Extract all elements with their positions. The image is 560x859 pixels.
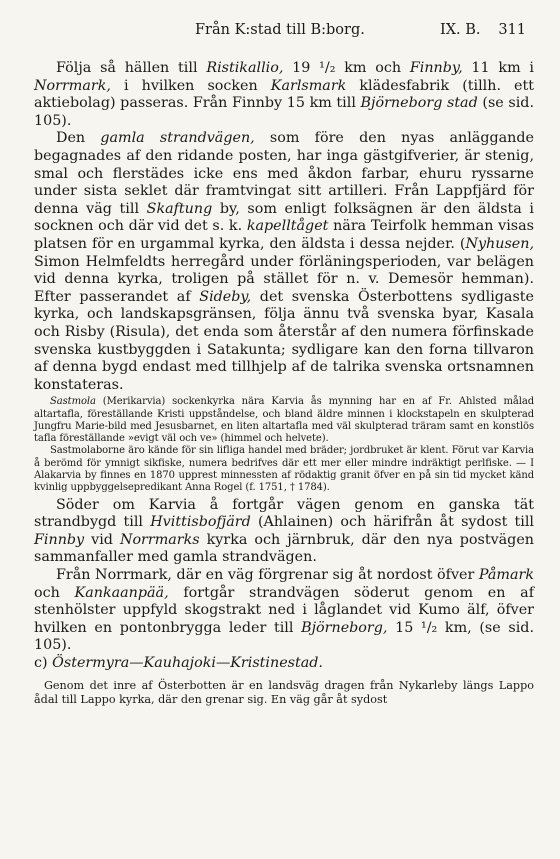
section-c-opening: Genom det inre af Österbotten är en landsväg dragen från Nykarleby längs Lappo ådal till Lappo kyrka, där den grenar sig. En väg går åt sydost [34,678,534,706]
paragraph-1: Följa så hällen till Ristikallio, 19 ¹/₂ km och Finnby, 11 km i Norrmark, i hvilken socken Karlsmark klädesfabrik (tillh. ett aktiebolag) passeras. Från Finnby 15 km till Björneborg stad (se sid. 105). [34,60,535,129]
note-paragraph-1: Sastmola (Merikarvia) sockenkyrka nära Karvia ås mynning har en af Fr. Ahlsted målad altartafla, föreställande Kristi uppståndelse, och bland äldre minnen i klockstapeln en skulpterad Jungfru Marie-bild med Jesusbarnet, en liten altartafla med väl skulpterad träram samt en konstlös tafla föreställande »evigt väl och ve» (himmel och helvete). [34,396,534,445]
page-number: 311 [498,22,526,38]
note-paragraph-2: Sastmolaborne äro kände för sin lifliga handel med bräder; jordbruket är klent. Förut var Karvia å berömd för ymnigt sikfiske, numera bedrifves där ett mer eller mindre indräktigt perlfiske. — I Alakarvia by finnes en 1870 upprest minnessten af rödaktig granit öfver en på sin tid mycket känd kvinlig uppbyggelsepredikant Anna Rogel (f. 1751, † 1784). [34,445,534,494]
section-heading-c: c) Östermyra—Kauhajoki—Kristinestad. [34,655,323,671]
paragraph-3: Söder om Karvia å fortgår vägen genom en ganska tät strandbygd till Hvittisbofjärd (Ahlainen) och härifrån åt sydost till Finnby vid Norrmarks kyrka och järnbruk, där den nya postvägen sammanfaller med gamla strandvägen. [34,496,535,566]
small-print-note [34,396,534,494]
running-header [40,22,526,42]
page-body [34,60,534,707]
section-number: IX. B. [440,22,481,38]
section-c-text [34,679,534,707]
paragraph-4: Från Norrmark, där en väg förgrenar sig åt nordost öfver Påmark och Kankaanpää, fortgår strandvägen söderut genom en af stenhölster uppfyld skogstrakt ned i låglandet vid Kumo älf, öfver hvilken en pontonbrygga leder till Björneborg, 15 ¹/₂ km, (se sid. 105). [34,567,534,654]
paragraph-2: Den gamla strandvägen, som före den nyas anläggande begagnades af den ridande posten, har inga gästgifverier, är stenig, smal och flerstädes icke ens med åkdon farbar, ehuru ryssarne under sista seklet där framtvingat sitt artilleri. Från Lappfjärd för denna väg till Skaftung by, som enligt folksägnen är den äldsta i socknen och där vid det s. k. kapelltåget nära Teirfolk hemman visas platsen för en urgammal kyrka, den äldsta i dessa nejder. (Nyhusen, Simon Helmfeldts herregård under förläningsperioden, var belägen vid denna kyrka, troligen på stället för n. v. Demesör hemman). Efter passerandet af Sideby, det svenska Österbottens sydligaste kyrka, och landskapsgränsen, följa ännu två svenska byar, Kasala och Risby (Risula), det enda som återstår af den numera förfinskade svenska kustbyggden i Satakunta; sydligare kan den forna tillvaron af denna bygd endast med tillhjelp af de talrika svenska ortsnamnen konstateras. [34,130,534,393]
running-title: Från K:stad till B:borg. [195,22,365,38]
